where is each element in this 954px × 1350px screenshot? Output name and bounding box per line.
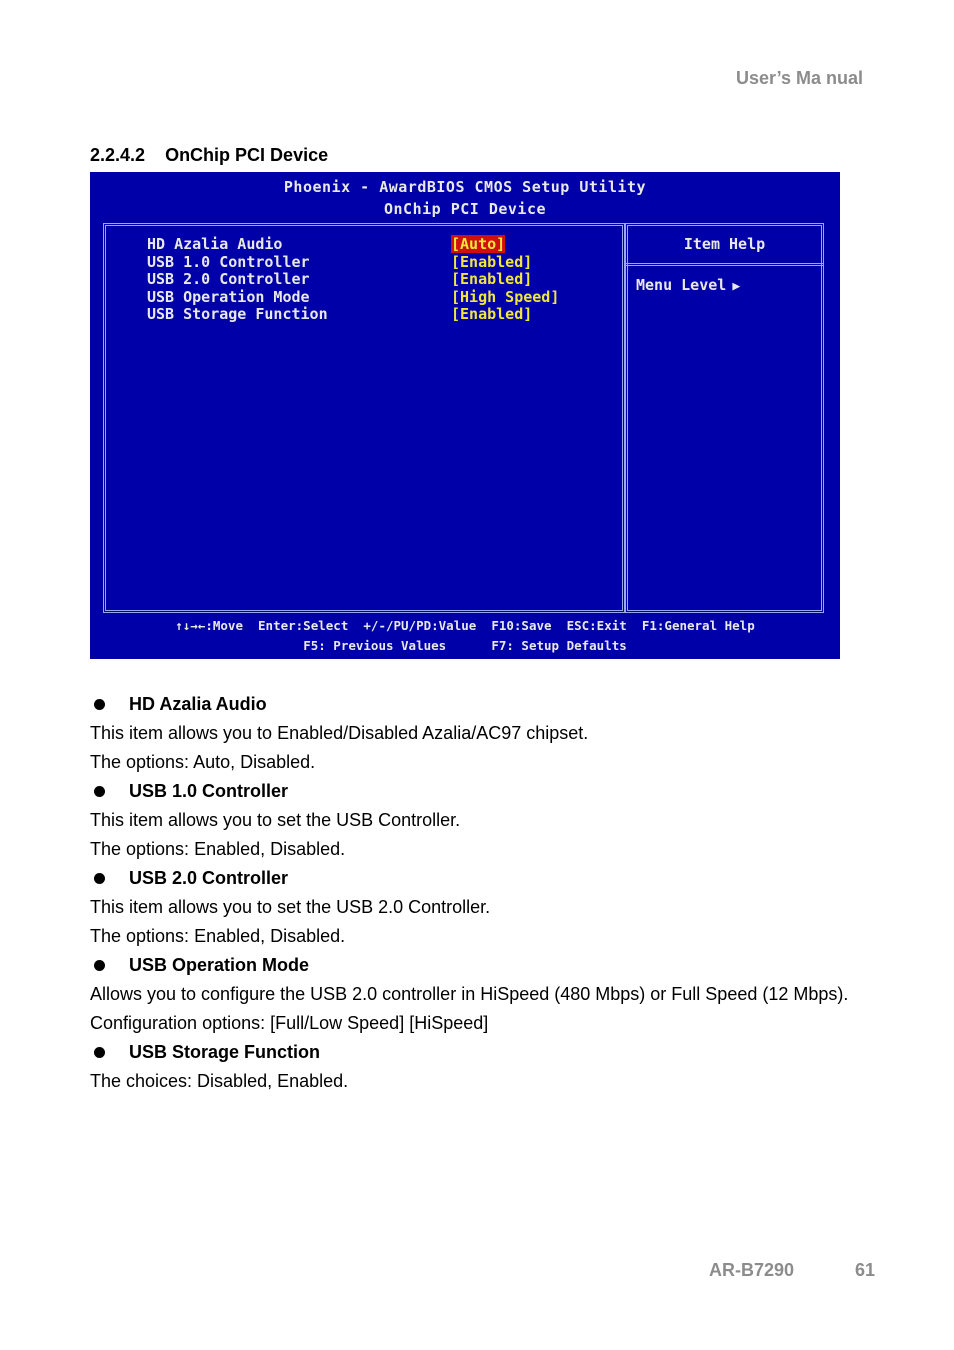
description-title: USB 1.0 Controller (90, 777, 850, 806)
description-text: Allows you to configure the USB 2.0 controller in HiSpeed (480 Mbps) or Full Speed (12 Mbps). Configuration options: [Full/Low Speed] [HiSpeed] (90, 984, 849, 1033)
bios-item-value-selected[interactable]: [Auto] (451, 235, 506, 253)
description-text: The choices: Disabled, Enabled. (90, 1071, 349, 1091)
description-text: The options: Enabled, Disabled. (90, 839, 346, 859)
description-text: This item allows you to Enabled/Disabled Azalia/AC97 chipset. (90, 723, 589, 743)
section-title: OnChip PCI Device (165, 145, 329, 165)
bios-item-label: HD Azalia Audio (147, 235, 283, 253)
bios-key-help-line1: ↑↓→←:Move Enter:Select +/-/PU/PD:Value F10:Save ESC:Exit F1:General Help (175, 618, 755, 633)
description-text: The options: Auto, Disabled. (90, 752, 316, 772)
description-title: USB 2.0 Controller (90, 864, 850, 893)
menu-level-text: Menu Level (636, 276, 727, 294)
page-number: 61 (855, 1260, 876, 1280)
bullet-dot-icon (94, 699, 105, 710)
footer-model: AR-B7290 (709, 1260, 795, 1280)
bios-help-divider (625, 263, 824, 266)
bios-item-value[interactable]: [Enabled] (451, 252, 533, 271)
bios-item-value[interactable]: [Enabled] (451, 270, 533, 288)
bios-item-value[interactable]: [High Speed] (451, 287, 560, 306)
bullet-dot-icon (94, 1047, 105, 1058)
item-help-title: Item Help (683, 235, 766, 253)
bios-screenshot (90, 172, 840, 659)
section-number: 2.2.4.2 (90, 145, 146, 165)
description-text: This item allows you to set the USB Controller. (90, 810, 461, 830)
bios-item-label: USB 1.0 Controller (147, 252, 310, 271)
bios-page-title: OnChip PCI Device (383, 200, 547, 218)
triangle-right-icon: ▶ (732, 279, 741, 294)
bullet-dot-icon (94, 960, 105, 971)
bullet-dot-icon (94, 786, 105, 797)
bios-item-label: USB Storage Function (147, 305, 328, 323)
bios-item-label: USB Operation Mode (147, 287, 310, 306)
menu-level-label (636, 276, 740, 294)
bios-item-value[interactable]: [Enabled] (451, 305, 533, 323)
bullet-dot-icon (94, 873, 105, 884)
bios-utility-title: Phoenix - AwardBIOS CMOS Setup Utility (283, 178, 647, 196)
section-heading (90, 145, 328, 166)
description-title: USB Operation Mode (90, 951, 850, 980)
bios-key-help-line2: F5: Previous Values F7: Setup Defaults (303, 638, 627, 653)
item-descriptions (90, 690, 850, 1096)
description-text: The options: Enabled, Disabled. (90, 926, 346, 946)
description-title: USB Storage Function (90, 1038, 850, 1067)
description-text: This item allows you to set the USB 2.0 Controller. (90, 897, 491, 917)
manual-header-label: User’s Ma nual (735, 68, 863, 88)
bios-item-label: USB 2.0 Controller (147, 270, 310, 288)
description-title: HD Azalia Audio (90, 690, 850, 719)
